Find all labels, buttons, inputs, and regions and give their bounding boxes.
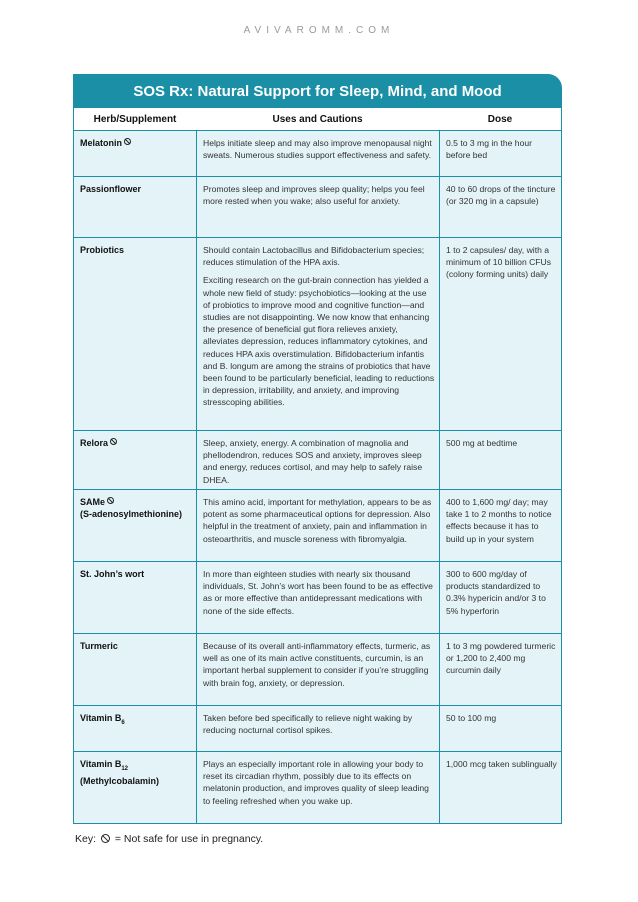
dose-cell: 300 to 600 mg/day of products standardized to 0.3% hypericin and/or 3 to 5% hyperforin bbox=[439, 562, 561, 633]
header-herb: Herb/Supplement bbox=[93, 113, 177, 125]
supplement-table bbox=[73, 74, 562, 824]
table-row bbox=[73, 490, 562, 562]
prohibition-icon bbox=[101, 834, 110, 843]
herb-name: St. John’s wort bbox=[80, 569, 145, 579]
header-dose: Dose bbox=[487, 113, 513, 125]
dose-cell: 40 to 60 drops of the tincture (or 320 mg in a capsule) bbox=[439, 177, 561, 237]
uses-cell: Taken before bed specifically to relieve night waking by reducing nocturnal cortisol spikes. bbox=[196, 706, 439, 751]
dose-cell: 1 to 3 mg powdered turmeric or 1,200 to 2,400 mg curcumin daily bbox=[439, 634, 561, 705]
uses-cell: Promotes sleep and improves sleep quality; helps you feel more rested when you wake; also useful for anxiety. bbox=[196, 177, 439, 237]
table-header bbox=[73, 108, 562, 131]
prohibition-icon bbox=[124, 138, 131, 145]
table-row bbox=[73, 177, 562, 238]
dose-cell: 500 mg at bedtime bbox=[439, 431, 561, 489]
dose-cell: 1,000 mcg taken sublingually bbox=[439, 752, 561, 823]
table-row bbox=[73, 752, 562, 824]
table-row bbox=[73, 131, 562, 177]
dose-cell: 1 to 2 capsules/ day, with a minimum of 10 billion CFUs (colony forming units) daily bbox=[439, 238, 561, 430]
herb-name: Vitamin $B_{12}$ (Methylcobalamin) bbox=[80, 759, 160, 786]
table-row bbox=[73, 706, 562, 752]
uses-cell: Sleep, anxiety, energy. A combination of magnolia and phellodendron, reduces SOS and anxiety, improves sleep and energy, reduces cortisol, and may help to safely raise DHEA. bbox=[196, 431, 439, 489]
key-legend: Key: = Not safe for use in pregnancy. bbox=[75, 833, 264, 845]
herb-name: Turmeric bbox=[80, 641, 118, 651]
herb-name: Passionflower bbox=[80, 184, 142, 194]
herb-name: Relora bbox=[74, 431, 196, 489]
table-title: SOS Rx: Natural Support for Sleep, Mind, and Mood bbox=[73, 74, 562, 108]
herb-name: Melatonin bbox=[74, 131, 196, 176]
table-row bbox=[73, 634, 562, 706]
uses-cell: Because of its overall anti-inflammatory effects, turmeric, as well as one of its main active constituents, curcumin, is an important herbal supplement to consider if you’re struggling with brain fog, anxiety, or depression. bbox=[196, 634, 439, 705]
table-row bbox=[73, 238, 562, 431]
herb-name: Probiotics bbox=[80, 245, 125, 255]
prohibition-icon bbox=[110, 438, 117, 445]
dose-cell: 50 to 100 mg bbox=[439, 706, 561, 751]
table-row bbox=[73, 431, 562, 490]
header-uses: Uses and Cautions bbox=[272, 113, 363, 125]
uses-cell: Plays an especially important role in allowing your body to reset its circadian rhythm, possibly due to its effects on melatonin production, and improves quality of sleep leading to feeling refreshed when you wake up. bbox=[196, 752, 439, 823]
uses-cell: In more than eighteen studies with nearly six thousand individuals, St. John’s wort has been found to be as effective as or more effective than antidepressant medications with none of the side effects. bbox=[196, 562, 439, 633]
prohibition-icon bbox=[107, 497, 114, 504]
uses-cell: Helps initiate sleep and may also improve menopausal night sweats. Numerous studies support effectiveness and safety. bbox=[196, 131, 439, 176]
site-url: AVIVAROMM.COM bbox=[243, 25, 395, 36]
table-row bbox=[73, 562, 562, 634]
uses-cell: Should contain Lactobacillus and Bifidobacterium species; reduces stimulation of the HPA axis. Exciting research on the gut-brain connection has yielded a whole new field of study: psychobiotics—looking at the use of probiotics to improve mood and cognitive function—and studies are not disappointing. We now know that enhancing the presence of beneficial gut flora relieves anxiety, alleviates depression, reduces inflammatory cytokines, and reduces HPA axis overstimulation. Bifidobacterium infantis and B. longum are among the strains of probiotics that have been found to be particularly beneficial, leading to reductions in depression, irritability, and anxiety, and improving stresscoping abilities. bbox=[196, 238, 439, 430]
dose-cell: 400 to 1,600 mg/ day; may take 1 to 2 months to notice effects because it has to build up in your system bbox=[439, 490, 561, 561]
herb-name: SAMe (S-adenosylmethionine) bbox=[80, 497, 183, 520]
herb-name: Vitamin $B_6$ bbox=[80, 713, 125, 726]
uses-cell: This amino acid, important for methylation, appears to be as potent as some pharmaceutical options for depression. Also helpful in the treatment of anxiety, pain and inflammation in osteoarthritis, and muscle soreness with fibromyalgia. bbox=[196, 490, 439, 561]
dose-cell: 0.5 to 3 mg in the hour before bed bbox=[439, 131, 561, 176]
